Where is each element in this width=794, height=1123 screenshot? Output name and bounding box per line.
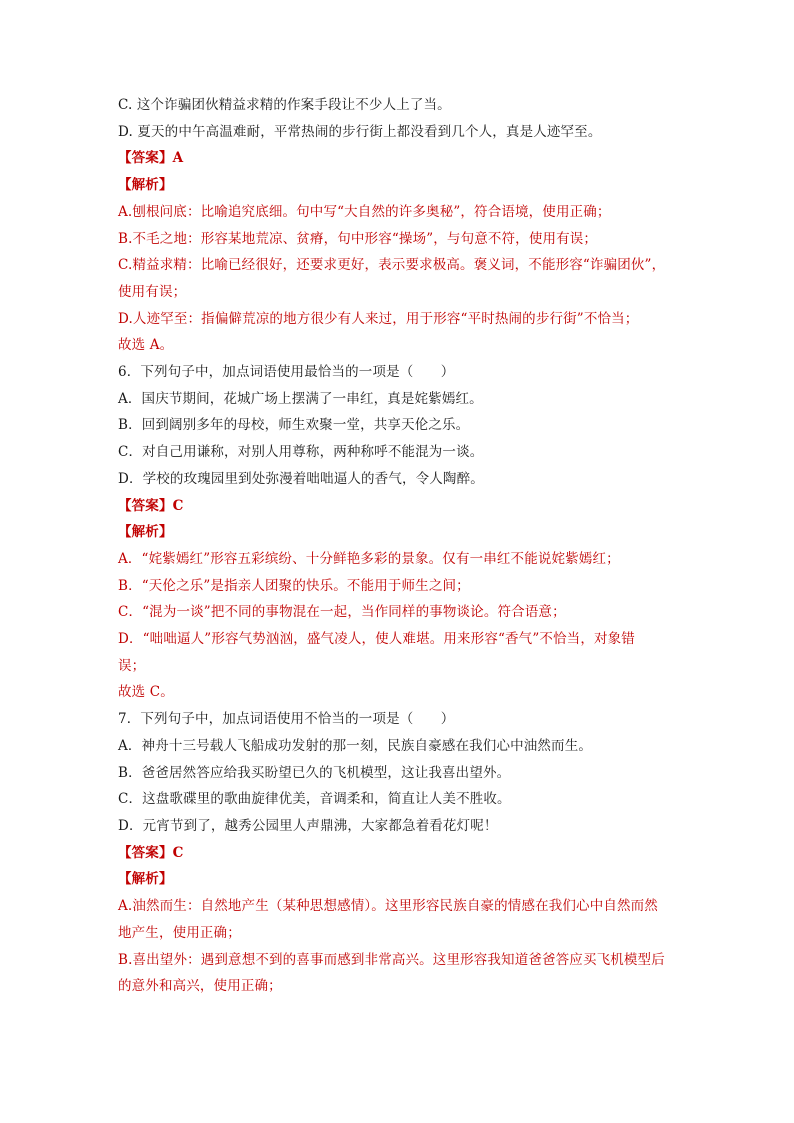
option-line: A．国庆节期间，花城广场上摆满了一串红，真是姹紫嫣红。 [118, 390, 483, 407]
analysis-line: A.刨根问底：比喻追究底细。句中写“大自然的许多奥秘”，符合语境，使用正确； [118, 203, 611, 220]
option-line: C．对自己用谦称，对别人用尊称，两种称呼不能混为一谈。 [118, 444, 484, 461]
answer-label: 【答案】A [118, 150, 184, 167]
analysis-line: 故选 A。 [118, 337, 174, 354]
option-line: B．爸爸居然答应给我买盼望已久的飞机模型，这让我喜出望外。 [118, 764, 511, 781]
option-line: A．神舟十三号载人飞船成功发射的那一刻，民族自豪感在我们心中油然而生。 [118, 737, 592, 754]
question-stem: 6．下列句子中，加点词语使用最恰当的一项是（ ） [118, 364, 455, 381]
analysis-line: 地产生，使用正确； [118, 924, 241, 941]
analysis-line: 误； [118, 657, 146, 674]
analysis-line: 使用有误； [118, 283, 187, 300]
analysis-line: 的意外和高兴，使用正确； [118, 978, 282, 995]
option-line: D．元宵节到了，越秀公园里人声鼎沸，大家都急着看花灯呢！ [118, 817, 498, 834]
analysis-line: D．“咄咄逼人”形容气势汹汹，盛气凌人，使人难堪。用来形容“香气”不恰当，对象错 [118, 631, 635, 648]
analysis-line: B.喜出望外：遇到意想不到的喜事而感到非常高兴。这里形容我知道爸爸答应买飞机模型后 [118, 951, 665, 968]
analysis-line: D.人迹罕至：指偏僻荒凉的地方很少有人来过，用于形容“平时热闹的步行街”不恰当； [118, 310, 639, 327]
answer-label: 【答案】C [118, 844, 184, 861]
document-body [118, 92, 690, 1000]
analysis-line: C.精益求精：比喻已经很好，还要求更好，表示要求极高。褒义词，不能形容“诈骗团伙”， [118, 257, 666, 274]
option-line: C. 这个诈骗团伙精益求精的作案手段让不少人上了当。 [118, 97, 451, 113]
analysis-line: A.油然而生：自然地产生（某种思想感情）。这里形容民族自豪的情感在我们心中自然而然 [118, 898, 658, 915]
analysis-line: C．“混为一谈”把不同的事物混在一起，当作同样的事物谈论。符合语意； [118, 604, 566, 621]
option-line: C．这盘歌碟里的歌曲旋律优美，音调柔和，简直让人美不胜收。 [118, 791, 511, 808]
analysis-line: B.不毛之地：形容某地荒凉、贫瘠，句中形容“操场”，与句意不符，使用有误； [118, 230, 598, 247]
answer-label: 【答案】C [118, 497, 184, 514]
option-line: B．回到阔别多年的母校，师生欢聚一堂，共享天伦之乐。 [118, 417, 470, 434]
analysis-line: A．“姹紫嫣红”形容五彩缤纷、十分鲜艳多彩的景象。仅有一串红不能说姹紫嫣红； [118, 550, 620, 567]
analysis-label: 【解析】 [118, 177, 173, 194]
option-line: D．学校的玫瑰园里到处弥漫着咄咄逼人的香气，令人陶醉。 [118, 470, 484, 487]
analysis-label: 【解析】 [118, 871, 173, 888]
analysis-line: B．“天伦之乐”是指亲人团聚的快乐。不能用于师生之间； [118, 577, 470, 594]
option-line: D. 夏天的中午高温难耐，平常热闹的步行街上都没看到几个人，真是人迹罕至。 [118, 123, 602, 140]
question-stem: 7．下列句子中，加点词语使用不恰当的一项是（ ） [118, 711, 455, 728]
analysis-line: 故选 C。 [118, 684, 174, 701]
analysis-label: 【解析】 [118, 524, 173, 541]
